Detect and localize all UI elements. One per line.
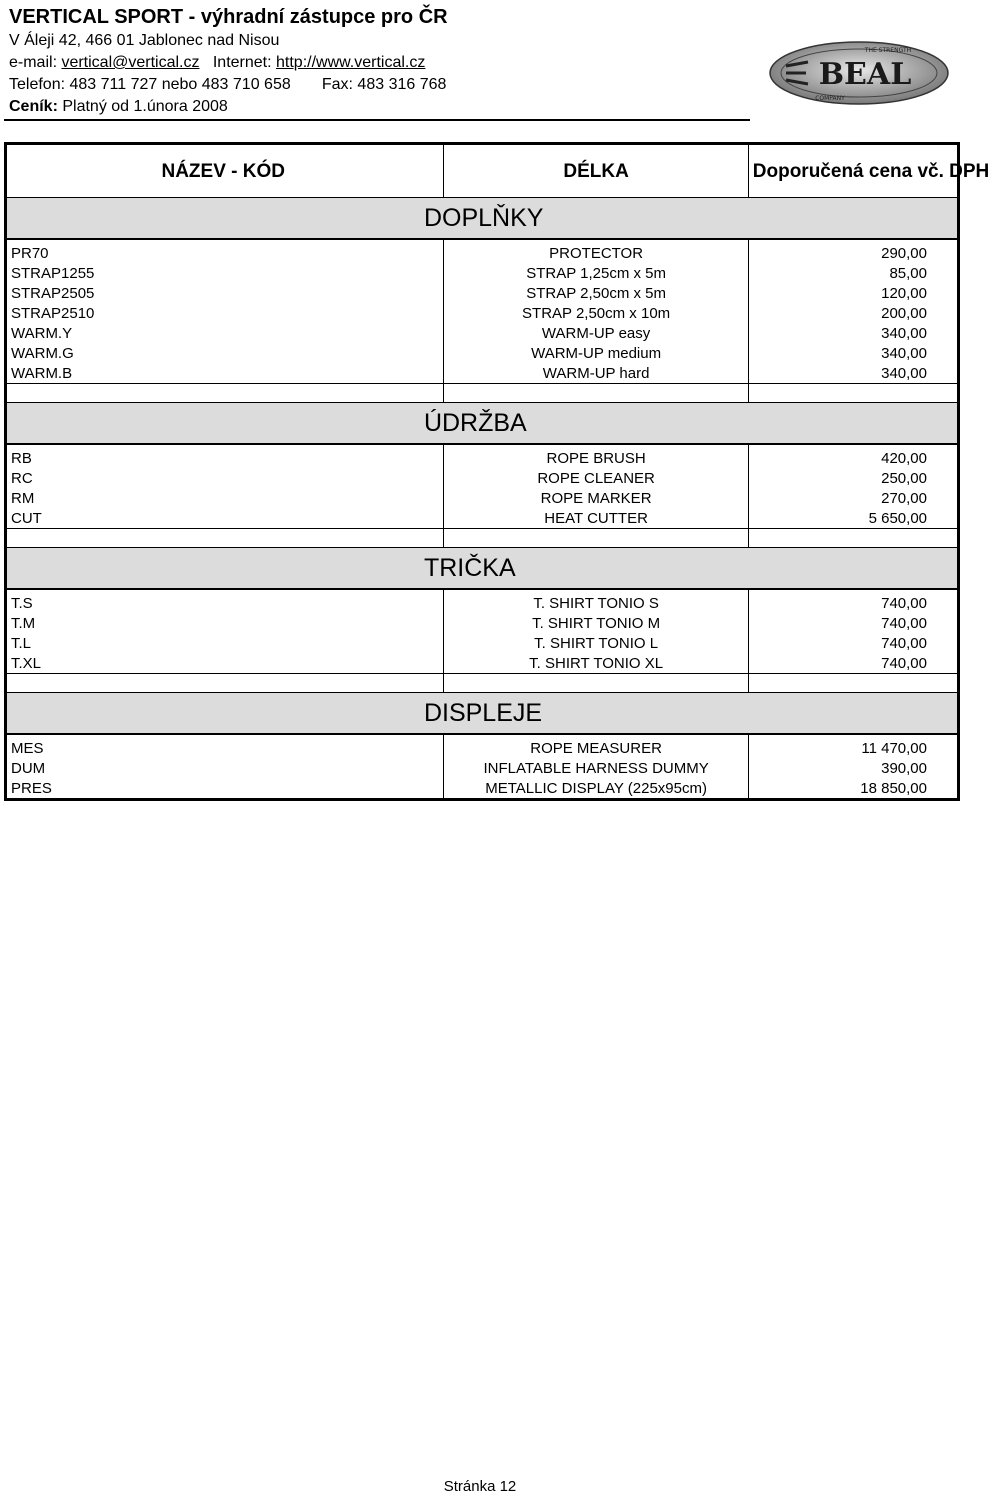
product-description: T. SHIRT TONIO L	[444, 633, 748, 653]
phone-line	[9, 74, 749, 96]
spacer-row	[6, 529, 959, 548]
product-price: 420,00	[881, 450, 927, 467]
product-price: 340,00	[881, 344, 927, 362]
product-description: WARM-UP easy	[444, 323, 748, 343]
product-price: 340,00	[881, 324, 927, 342]
section-title-row	[6, 693, 959, 735]
product-price: 200,00	[881, 304, 927, 322]
section-title	[423, 198, 959, 240]
section-title-text: DISPLEJE	[423, 698, 543, 727]
product-description: ROPE CLEANER	[444, 468, 748, 488]
section-title-text: TRIČKA	[423, 553, 516, 582]
section-title-lead	[6, 198, 444, 240]
product-row	[6, 263, 959, 283]
product-code: STRAP2505	[6, 283, 444, 303]
product-code: PRES	[6, 778, 444, 800]
section-title	[423, 693, 959, 735]
product-price: 740,00	[881, 614, 927, 632]
product-price: 740,00	[881, 654, 927, 672]
product-code: T.M	[6, 613, 444, 633]
product-row	[6, 508, 959, 529]
product-code: WARM.Y	[6, 323, 444, 343]
section-title-row	[6, 548, 959, 590]
product-code: PR70	[6, 239, 444, 263]
product-code: RC	[6, 468, 444, 488]
contact-line	[9, 52, 749, 74]
product-description: HEAT CUTTER	[444, 508, 748, 529]
section-title-row	[6, 198, 959, 240]
product-price: 740,00	[881, 634, 927, 652]
product-code: WARM.G	[6, 343, 444, 363]
product-description: STRAP 2,50cm x 10m	[444, 303, 748, 323]
email-label: e-mail:	[9, 54, 62, 71]
product-description: ROPE MARKER	[444, 488, 748, 508]
product-description: ROPE BRUSH	[444, 444, 748, 468]
spacer-row	[6, 674, 959, 693]
product-row	[6, 444, 959, 468]
section-title-lead	[6, 403, 444, 445]
product-description: WARM-UP hard	[444, 363, 748, 384]
product-code: MES	[6, 734, 444, 758]
table-header-row	[6, 144, 959, 198]
pricelist-validity	[9, 96, 749, 118]
product-price: 120,00	[881, 284, 927, 302]
product-description: STRAP 1,25cm x 5m	[444, 263, 748, 283]
product-row	[6, 323, 959, 343]
product-price: 85,00	[889, 264, 927, 282]
product-code: RB	[6, 444, 444, 468]
logo-tagline-bottom: COMPANY	[815, 95, 845, 102]
product-row	[6, 778, 959, 800]
product-code: DUM	[6, 758, 444, 778]
section-title	[423, 403, 959, 445]
product-description: WARM-UP medium	[444, 343, 748, 363]
product-code: T.L	[6, 633, 444, 653]
product-description: T. SHIRT TONIO M	[444, 613, 748, 633]
product-price: 340,00	[881, 364, 927, 382]
section-title-lead	[6, 693, 444, 735]
website-link[interactable]: http://www.vertical.cz	[276, 54, 426, 71]
product-code: T.XL	[6, 653, 444, 674]
section-title-text: ÚDRŽBA	[423, 408, 527, 437]
phone: Telefon: 483 711 727 nebo 483 710 658	[9, 76, 291, 93]
product-row	[6, 363, 959, 384]
product-description: STRAP 2,50cm x 5m	[444, 283, 748, 303]
logo-tagline-top: THE STRENGTH	[864, 47, 912, 54]
product-description: INFLATABLE HARNESS DUMMY	[444, 758, 748, 778]
product-row	[6, 589, 959, 613]
product-row	[6, 653, 959, 674]
product-row	[6, 303, 959, 323]
section-title-row	[6, 403, 959, 445]
product-description: ROPE MEASURER	[444, 734, 748, 758]
product-code: STRAP1255	[6, 263, 444, 283]
section-title	[423, 548, 959, 590]
internet-label: Internet:	[212, 54, 276, 71]
section-title-lead	[6, 548, 444, 590]
product-row	[6, 633, 959, 653]
product-code: T.S	[6, 589, 444, 613]
fax: Fax: 483 316 768	[321, 76, 447, 93]
product-description: METALLIC DISPLAY (225x95cm)	[444, 778, 748, 800]
price-list-table	[4, 142, 989, 801]
product-description: PROTECTOR	[444, 239, 748, 263]
col-header-price: Doporučená cena vč. DPH	[752, 161, 989, 182]
product-description: T. SHIRT TONIO S	[444, 589, 748, 613]
product-code: CUT	[6, 508, 444, 529]
beal-logo	[768, 40, 950, 106]
section-title-text: DOPLŇKY	[423, 203, 544, 232]
product-price: 18 850,00	[748, 778, 958, 800]
pricelist-label: Ceník:	[9, 98, 58, 115]
letterhead	[9, 4, 749, 118]
header-divider	[4, 119, 750, 121]
col-header-length: DÉLKA	[444, 144, 748, 198]
company-address: V Áleji 42, 466 01 Jablonec nad Nisou	[9, 32, 280, 49]
spacer-row	[6, 384, 959, 403]
product-row	[6, 758, 959, 778]
product-price: 290,00	[881, 245, 927, 262]
email-link[interactable]: vertical@vertical.cz	[61, 54, 200, 71]
product-code: RM	[6, 488, 444, 508]
pricelist-date: Platný od 1.února 2008	[57, 98, 228, 115]
page-number: Stránka 12	[443, 1478, 517, 1495]
product-price: 11 470,00	[861, 740, 927, 757]
product-row	[6, 613, 959, 633]
product-code: WARM.B	[6, 363, 444, 384]
col-header-code: NÁZEV - KÓD	[6, 144, 444, 198]
product-price: 270,00	[881, 489, 927, 507]
logo-wordmark: BEAL	[818, 57, 912, 92]
product-row	[6, 283, 959, 303]
product-row	[6, 343, 959, 363]
product-price: 740,00	[881, 595, 927, 612]
company-name: VERTICAL SPORT - výhradní zástupce pro ČR	[9, 6, 448, 28]
product-price: 390,00	[881, 759, 927, 777]
product-row	[6, 734, 959, 758]
product-code: STRAP2510	[6, 303, 444, 323]
product-row	[6, 239, 959, 263]
product-price: 250,00	[881, 469, 927, 487]
product-row	[6, 468, 959, 488]
product-row	[6, 488, 959, 508]
product-description: T. SHIRT TONIO XL	[444, 653, 748, 674]
product-price: 5 650,00	[868, 509, 927, 527]
